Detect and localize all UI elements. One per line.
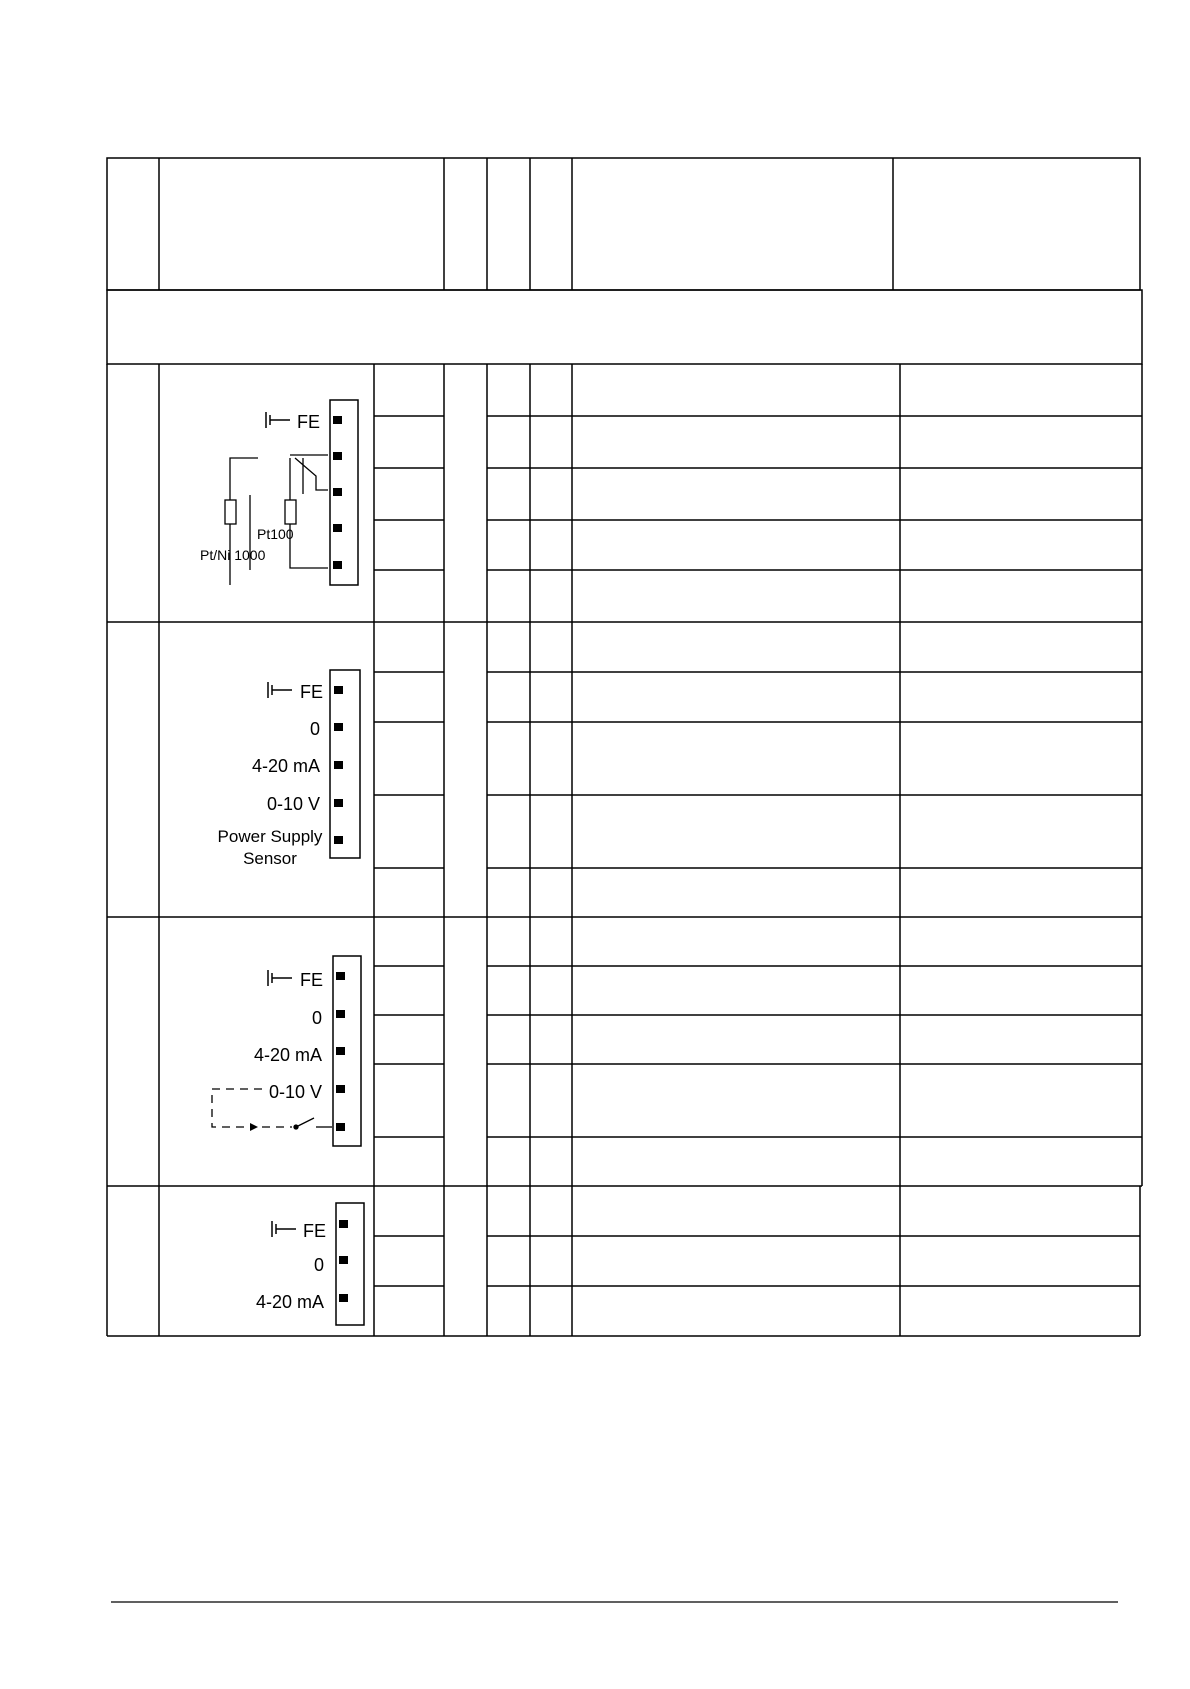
label-pt100: Pt100 bbox=[257, 526, 294, 542]
analog-current-wiring-diagram bbox=[256, 1203, 364, 1325]
label-fe: FE bbox=[300, 970, 324, 990]
table-grid bbox=[107, 158, 1142, 1336]
rtd-wiring-diagram bbox=[200, 400, 358, 585]
label-4-20ma: 4-20 mA bbox=[253, 1045, 322, 1065]
label-fe: FE bbox=[303, 1221, 327, 1241]
label-0: 0 bbox=[309, 719, 320, 739]
label-0: 0 bbox=[313, 1255, 324, 1275]
label-pt-ni-1000: Pt/Ni 1000 bbox=[200, 547, 266, 563]
label-sensor: Sensor bbox=[243, 849, 297, 868]
fe-ground-icon bbox=[266, 412, 290, 428]
label-0: 0 bbox=[311, 1008, 322, 1028]
label-0-10v: 0-10 V bbox=[266, 794, 320, 814]
label-0-10v: 0-10 V bbox=[268, 1082, 322, 1102]
fe-ground-icon bbox=[268, 682, 292, 698]
analog-switch-wiring-diagram bbox=[212, 956, 361, 1146]
label-fe: FE bbox=[300, 682, 324, 702]
fe-ground-icon bbox=[272, 1221, 296, 1237]
label-4-20ma: 4-20 mA bbox=[255, 1292, 324, 1312]
label-power-supply: Power Supply bbox=[217, 827, 323, 846]
label-4-20ma: 4-20 mA bbox=[251, 756, 320, 776]
fe-ground-icon bbox=[268, 970, 292, 986]
label-fe: FE bbox=[297, 412, 321, 432]
analog-supply-wiring-diagram bbox=[218, 670, 360, 868]
